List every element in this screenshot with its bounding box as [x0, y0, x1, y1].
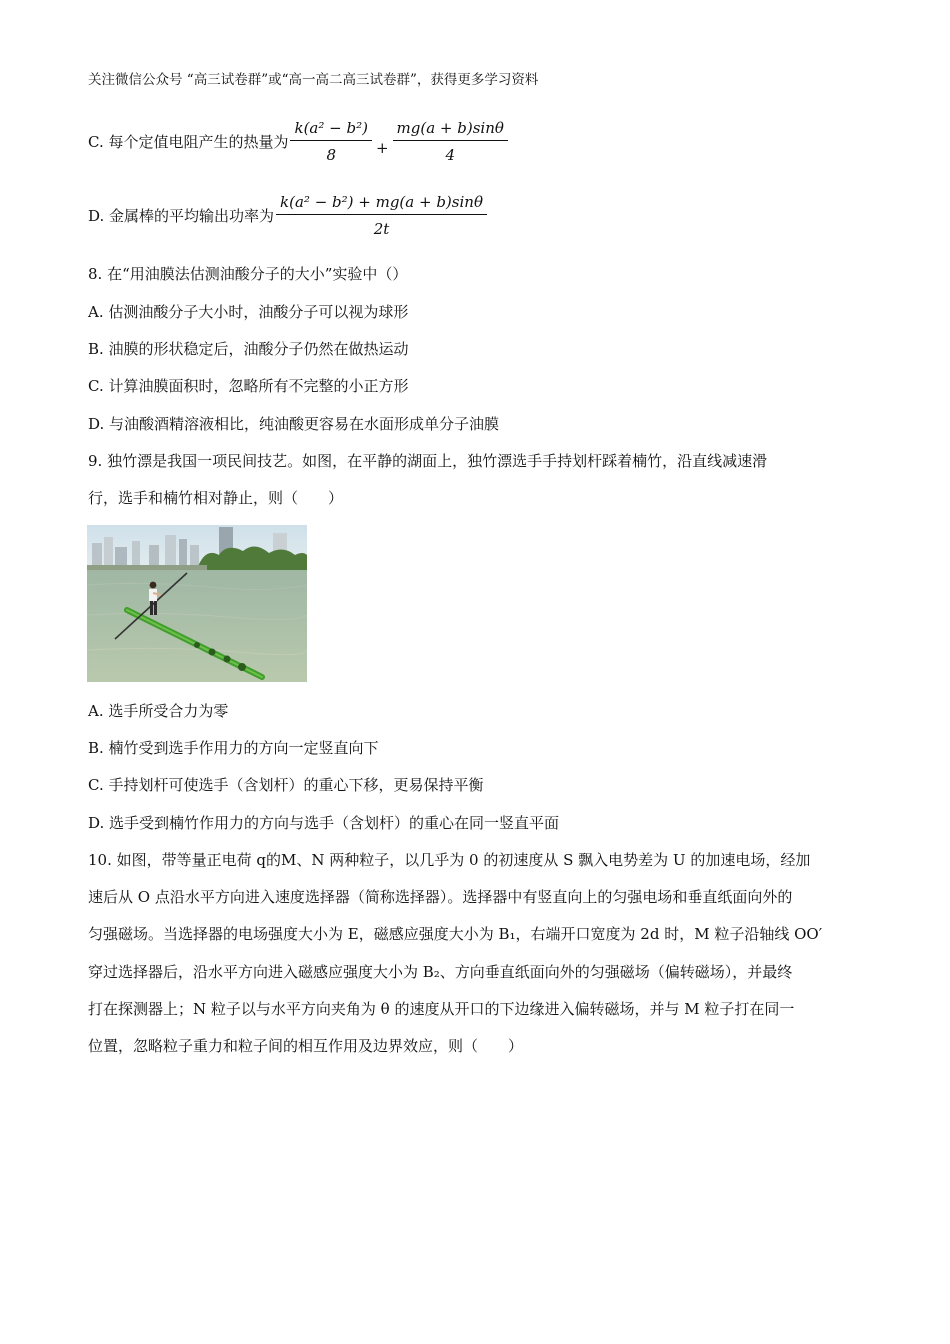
plus-sign: + — [375, 138, 389, 157]
fraction-denominator: 2t — [373, 220, 390, 238]
q10-line-6: 位置，忽略粒子重力和粒子间的相互作用及边界效应，则（ ） — [88, 1037, 524, 1055]
q9-option-b: B. 楠竹受到选手作用力的方向一定竖直向下 — [88, 739, 379, 757]
q7-option-c-fraction-2 — [393, 118, 508, 165]
q9-option-d: D. 选手受到楠竹作用力的方向与选手（含划杆）的重心在同一竖直平面 — [88, 814, 560, 832]
q8-option-a: A. 估测油酸分子大小时，油酸分子可以视为球形 — [88, 303, 409, 321]
q10-line-3: 匀强磁场。当选择器的电场强度大小为 E，磁感应强度大小为 B₁，右端开口宽度为 2d 时，M 粒子沿轴线 OO′ — [88, 925, 823, 943]
q9-option-a: A. 选手所受合力为零 — [88, 702, 229, 720]
q7-option-d — [88, 192, 489, 239]
q10-line-1: 10. 如图，带等量正电荷 q的M、N 两种粒子，以几乎为 0 的初速度从 S 飘入电势差为 U 的加速电场，经加 — [88, 851, 811, 869]
fraction-numerator: k(a² − b²) — [290, 118, 371, 141]
q9-stem-line-2: 行，选手和楠竹相对静止，则（ ） — [88, 489, 344, 507]
q7-option-c — [88, 118, 510, 165]
q7-option-c-text: C. 每个定值电阻产生的热量为 — [88, 132, 289, 151]
q8-stem: 8. 在“用油膜法估测油酸分子的大小”实验中（） — [88, 265, 408, 283]
q10-line-5: 打在探测器上；N 粒子以与水平方向夹角为 θ 的速度从开口的下边缘进入偏转磁场，并与 M 粒子打在同一 — [88, 1000, 795, 1018]
bamboo-rafting-photo — [87, 525, 307, 682]
fraction-numerator: mg(a + b)sinθ — [393, 118, 508, 141]
q7-option-c-fraction-1 — [290, 118, 371, 165]
q10-line-2: 速后从 O 点沿水平方向进入速度选择器（简称选择器）。选择器中有竖直向上的匀强电场和垂直纸面向外的 — [88, 888, 793, 906]
q9-option-c: C. 手持划杆可使选手（含划杆）的重心下移，更易保持平衡 — [88, 776, 484, 794]
q7-option-d-fraction — [276, 192, 487, 239]
fraction-numerator: k(a² − b²) + mg(a + b)sinθ — [276, 192, 487, 215]
q9-stem-line-1: 9. 独竹漂是我国一项民间技艺。如图，在平静的湖面上，独竹漂选手手持划杆踩着楠竹，沿直线减速滑 — [88, 452, 768, 470]
q8-option-d: D. 与油酸酒精溶液相比，纯油酸更容易在水面形成单分子油膜 — [88, 415, 500, 433]
fraction-denominator: 8 — [326, 146, 336, 164]
q8-option-c: C. 计算油膜面积时，忽略所有不完整的小正方形 — [88, 377, 409, 395]
page-header: 关注微信公众号 “高三试卷群”或“高一高二高三试卷群”，获得更多学习资料 — [88, 72, 539, 88]
q10-line-4: 穿过选择器后，沿水平方向进入磁感应强度大小为 B₂、方向垂直纸面向外的匀强磁场（偏转磁场），并最终 — [88, 963, 793, 981]
fraction-denominator: 4 — [445, 146, 455, 164]
q8-option-b: B. 油膜的形状稳定后，油酸分子仍然在做热运动 — [88, 340, 409, 358]
q7-option-d-text: D. 金属棒的平均输出功率为 — [88, 206, 275, 225]
